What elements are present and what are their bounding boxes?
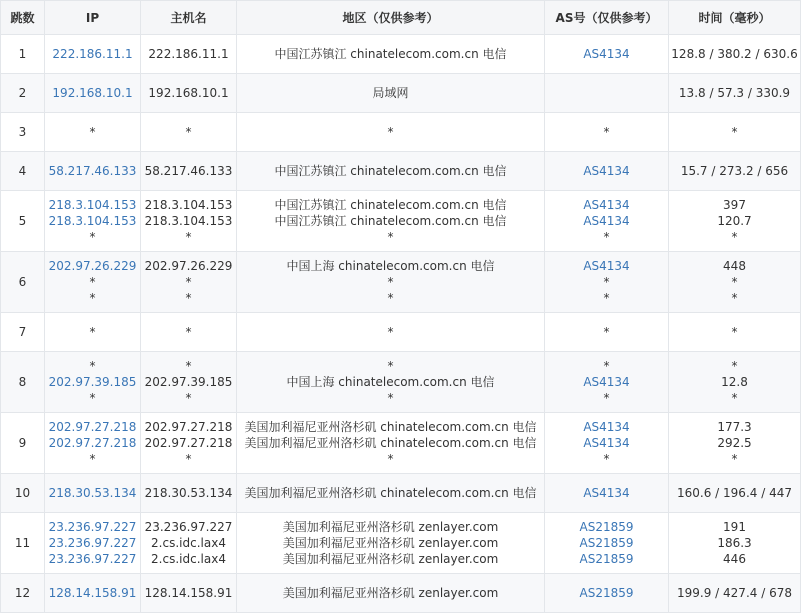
time-value: *: [731, 291, 738, 305]
table-row: [1, 474, 801, 513]
region-cell: [237, 313, 545, 352]
ip-link[interactable]: 202.97.26.229: [48, 259, 137, 273]
hop-cell: 6: [1, 252, 45, 313]
hop-cell: 1: [1, 35, 45, 74]
region-value: 中国江苏镇江 chinatelecom.com.cn 电信: [274, 47, 507, 61]
as-value: *: [603, 230, 610, 244]
ip-value: *: [89, 291, 96, 305]
header-ip: IP: [45, 1, 141, 35]
hop-cell: 7: [1, 313, 45, 352]
as-value: *: [603, 275, 610, 289]
time-value: 292.5: [717, 436, 752, 450]
as-cell: [545, 513, 669, 574]
region-cell: [237, 113, 545, 152]
region-cell: [237, 152, 545, 191]
ip-value: *: [89, 452, 96, 466]
as-link[interactable]: AS4134: [583, 486, 630, 500]
region-value: 美国加利福尼亚州洛杉矶 zenlayer.com: [282, 536, 499, 550]
header-as: AS号（仅供参考）: [545, 1, 669, 35]
as-cell: [545, 191, 669, 252]
time-value: 12.8: [721, 375, 748, 389]
table-body: [1, 35, 801, 613]
time-cell: [669, 152, 801, 191]
host-cell: [141, 113, 237, 152]
as-link[interactable]: AS4134: [583, 47, 630, 61]
host-value: 218.3.104.153: [144, 198, 233, 212]
ip-link[interactable]: 23.236.97.227: [48, 552, 137, 566]
ip-link[interactable]: 58.217.46.133: [48, 164, 137, 178]
host-cell: [141, 474, 237, 513]
time-cell: [669, 513, 801, 574]
ip-cell: [45, 513, 141, 574]
ip-cell: [45, 152, 141, 191]
as-link[interactable]: AS4134: [583, 214, 630, 228]
region-cell: [237, 413, 545, 474]
host-value: 2.cs.idc.lax4: [151, 552, 226, 566]
as-link[interactable]: AS21859: [579, 520, 634, 534]
as-cell: [545, 313, 669, 352]
time-value: 160.6 / 196.4 / 447: [677, 486, 792, 500]
time-value: 120.7: [717, 214, 752, 228]
host-value: 23.236.97.227: [144, 520, 233, 534]
table-header: [1, 1, 801, 35]
time-value: *: [731, 275, 738, 289]
hop-cell: 4: [1, 152, 45, 191]
as-cell: [545, 74, 669, 113]
host-value: *: [185, 275, 192, 289]
region-cell: [237, 513, 545, 574]
region-value: *: [387, 275, 394, 289]
region-cell: [237, 574, 545, 613]
hop-cell: 5: [1, 191, 45, 252]
hop-cell: 11: [1, 513, 45, 574]
ip-link[interactable]: 218.3.104.153: [48, 214, 137, 228]
time-value: *: [731, 230, 738, 244]
as-link[interactable]: AS4134: [583, 436, 630, 450]
host-value: *: [185, 325, 192, 339]
table-row: [1, 113, 801, 152]
host-value: 202.97.27.218: [144, 436, 233, 450]
as-cell: [545, 413, 669, 474]
table-row: [1, 252, 801, 313]
hop-cell: 10: [1, 474, 45, 513]
ip-link[interactable]: 202.97.27.218: [48, 436, 137, 450]
hop-cell: 8: [1, 352, 45, 413]
time-value: *: [731, 452, 738, 466]
host-cell: [141, 574, 237, 613]
region-value: *: [387, 230, 394, 244]
ip-value: *: [89, 230, 96, 244]
region-cell: [237, 474, 545, 513]
time-value: 128.8 / 380.2 / 630.6: [671, 47, 798, 61]
time-value: 397: [723, 198, 746, 212]
host-value: *: [185, 291, 192, 305]
hop-cell: 12: [1, 574, 45, 613]
time-value: 177.3: [717, 420, 752, 434]
ip-cell: [45, 35, 141, 74]
as-value: [547, 85, 666, 101]
time-cell: [669, 574, 801, 613]
region-value: *: [387, 452, 394, 466]
time-value: 448: [723, 259, 746, 273]
header-row: [1, 1, 801, 35]
host-cell: [141, 252, 237, 313]
ip-link[interactable]: 202.97.39.185: [48, 375, 137, 389]
host-value: *: [185, 391, 192, 405]
region-value: 美国加利福尼亚州洛杉矶 zenlayer.com: [282, 552, 499, 566]
region-value: 中国上海 chinatelecom.com.cn 电信: [286, 259, 495, 273]
host-cell: [141, 413, 237, 474]
time-value: 186.3: [717, 536, 752, 550]
as-value: *: [603, 452, 610, 466]
as-link[interactable]: AS4134: [583, 420, 630, 434]
ip-cell: [45, 413, 141, 474]
ip-cell: [45, 252, 141, 313]
time-cell: [669, 313, 801, 352]
as-value: *: [603, 291, 610, 305]
as-link[interactable]: AS4134: [583, 259, 630, 273]
table-row: [1, 35, 801, 74]
region-value: 美国加利福尼亚州洛杉矶 chinatelecom.com.cn 电信: [244, 436, 537, 450]
as-value: *: [603, 359, 610, 373]
hop-cell: 2: [1, 74, 45, 113]
host-value: 222.186.11.1: [148, 47, 229, 61]
time-value: *: [731, 359, 738, 373]
table-row: [1, 191, 801, 252]
ip-cell: [45, 352, 141, 413]
table-row: [1, 152, 801, 191]
time-value: 15.7 / 273.2 / 656: [680, 164, 789, 178]
region-value: 美国加利福尼亚州洛杉矶 chinatelecom.com.cn 电信: [244, 486, 537, 500]
region-value: 中国江苏镇江 chinatelecom.com.cn 电信: [274, 198, 507, 212]
time-value: 13.8 / 57.3 / 330.9: [678, 86, 791, 100]
host-value: *: [185, 230, 192, 244]
region-cell: [237, 252, 545, 313]
region-value: 美国加利福尼亚州洛杉矶 zenlayer.com: [282, 586, 499, 600]
ip-link[interactable]: 218.3.104.153: [48, 198, 137, 212]
region-cell: [237, 191, 545, 252]
host-value: 128.14.158.91: [144, 586, 233, 600]
region-value: *: [387, 391, 394, 405]
ip-value: *: [89, 275, 96, 289]
time-cell: [669, 113, 801, 152]
as-link[interactable]: AS21859: [579, 536, 634, 550]
region-value: 美国加利福尼亚州洛杉矶 chinatelecom.com.cn 电信: [244, 420, 537, 434]
as-cell: [545, 352, 669, 413]
as-link[interactable]: AS4134: [583, 198, 630, 212]
ip-cell: [45, 474, 141, 513]
host-value: 218.3.104.153: [144, 214, 233, 228]
host-value: 192.168.10.1: [148, 86, 229, 100]
host-value: 202.97.26.229: [144, 259, 233, 273]
time-value: 446: [723, 552, 746, 566]
table-row: [1, 513, 801, 574]
region-value: *: [387, 359, 394, 373]
region-value: 中国上海 chinatelecom.com.cn 电信: [286, 375, 495, 389]
ip-value: *: [89, 391, 96, 405]
ip-cell: [45, 113, 141, 152]
hop-cell: 9: [1, 413, 45, 474]
ip-cell: [45, 313, 141, 352]
ip-link[interactable]: 222.186.11.1: [52, 47, 133, 61]
host-value: 2.cs.idc.lax4: [151, 536, 226, 550]
host-value: *: [185, 359, 192, 373]
time-cell: [669, 74, 801, 113]
as-value: *: [603, 125, 610, 139]
time-cell: [669, 413, 801, 474]
ip-link[interactable]: 23.236.97.227: [48, 520, 137, 534]
table-row: [1, 413, 801, 474]
host-value: *: [185, 125, 192, 139]
region-value: 中国江苏镇江 chinatelecom.com.cn 电信: [274, 214, 507, 228]
ip-link[interactable]: 192.168.10.1: [52, 86, 133, 100]
hop-cell: 3: [1, 113, 45, 152]
as-cell: [545, 574, 669, 613]
as-value: *: [603, 325, 610, 339]
region-value: *: [387, 125, 394, 139]
time-value: *: [731, 325, 738, 339]
as-link[interactable]: AS4134: [583, 375, 630, 389]
as-value: *: [603, 391, 610, 405]
header-host: 主机名: [141, 1, 237, 35]
host-value: 202.97.39.185: [144, 375, 233, 389]
host-cell: [141, 313, 237, 352]
region-cell: [237, 74, 545, 113]
ip-cell: [45, 574, 141, 613]
region-value: 局域网: [372, 86, 409, 100]
as-cell: [545, 35, 669, 74]
table-row: [1, 352, 801, 413]
ip-link[interactable]: 128.14.158.91: [48, 586, 137, 600]
host-cell: [141, 74, 237, 113]
table-row: [1, 74, 801, 113]
as-link[interactable]: AS21859: [579, 552, 634, 566]
ip-cell: [45, 74, 141, 113]
region-value: 美国加利福尼亚州洛杉矶 zenlayer.com: [282, 520, 499, 534]
region-value: 中国江苏镇江 chinatelecom.com.cn 电信: [274, 164, 507, 178]
table-row: [1, 574, 801, 613]
ip-cell: [45, 191, 141, 252]
as-cell: [545, 474, 669, 513]
time-cell: [669, 35, 801, 74]
ip-link[interactable]: 218.30.53.134: [48, 486, 137, 500]
region-cell: [237, 352, 545, 413]
host-cell: [141, 35, 237, 74]
host-cell: [141, 191, 237, 252]
time-cell: [669, 474, 801, 513]
as-cell: [545, 152, 669, 191]
ip-value: *: [89, 125, 96, 139]
table-row: [1, 313, 801, 352]
time-value: *: [731, 125, 738, 139]
host-value: *: [185, 452, 192, 466]
time-value: 199.9 / 427.4 / 678: [677, 586, 792, 600]
time-cell: [669, 352, 801, 413]
host-cell: [141, 152, 237, 191]
ip-value: *: [89, 359, 96, 373]
region-value: *: [387, 291, 394, 305]
host-cell: [141, 513, 237, 574]
as-cell: [545, 252, 669, 313]
time-value: 191: [723, 520, 746, 534]
host-value: 202.97.27.218: [144, 420, 233, 434]
time-value: *: [731, 391, 738, 405]
host-value: 58.217.46.133: [144, 164, 233, 178]
region-cell: [237, 35, 545, 74]
region-value: *: [387, 325, 394, 339]
time-cell: [669, 252, 801, 313]
header-region: 地区（仅供参考）: [237, 1, 545, 35]
time-cell: [669, 191, 801, 252]
as-link[interactable]: AS4134: [583, 164, 630, 178]
ip-value: *: [89, 325, 96, 339]
as-cell: [545, 113, 669, 152]
host-cell: [141, 352, 237, 413]
ip-link[interactable]: 202.97.27.218: [48, 420, 137, 434]
header-time: 时间（毫秒）: [669, 1, 801, 35]
host-value: 218.30.53.134: [144, 486, 233, 500]
ip-link[interactable]: 23.236.97.227: [48, 536, 137, 550]
header-hop: 跳数: [1, 1, 45, 35]
as-link[interactable]: AS21859: [579, 586, 634, 600]
